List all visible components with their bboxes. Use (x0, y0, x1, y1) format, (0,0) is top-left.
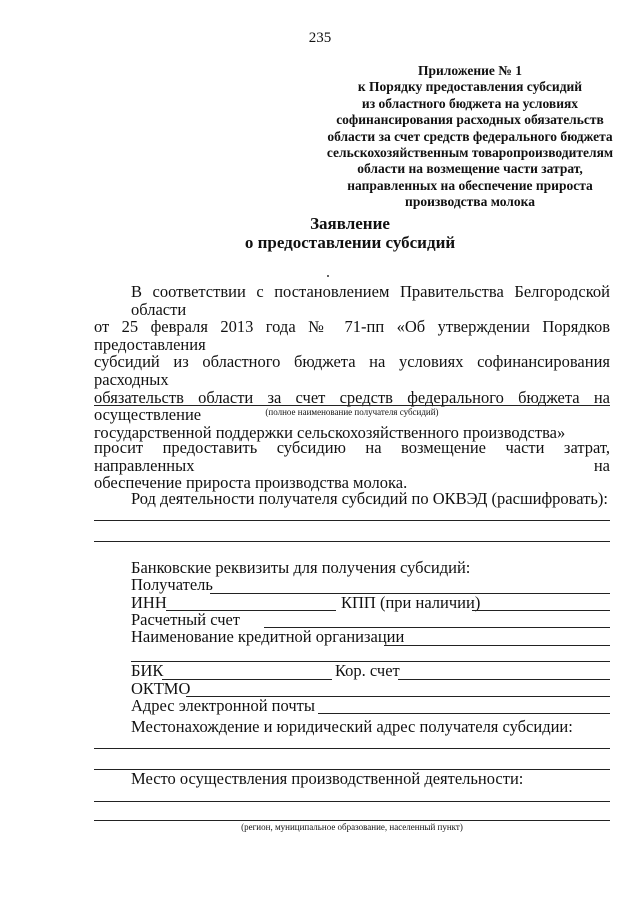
appendix-line: софинансирования расходных обязательств (336, 112, 604, 128)
title-line-2: о предоставлении субсидий (244, 233, 456, 252)
appendix-line: к Порядку предоставления субсидий (357, 79, 583, 95)
appendix-line: из областного бюджета на условиях (361, 95, 579, 111)
corr-account-field[interactable] (398, 679, 610, 680)
account-label: Расчетный счет (131, 610, 241, 629)
intro-line: государственной поддержки сельскохозяйственного производства» (94, 422, 566, 442)
recipient-label: Получатель (131, 575, 213, 594)
email-label: Адрес электронной почты (131, 696, 315, 715)
intro-line: обязательств области за счет средств федерального бюджета на осуществление (94, 387, 610, 425)
address-label: Местонахождение и юридический адрес получателя субсидии: (131, 717, 573, 736)
appendix-line: области за счет средств федерального бюджета (327, 128, 613, 144)
page-number: 235 (308, 30, 332, 46)
appendix-header (300, 63, 640, 211)
bik-label: БИК (131, 661, 164, 680)
okved-line-2[interactable] (94, 541, 610, 542)
kpp-field[interactable] (472, 610, 610, 611)
okved-line-1[interactable] (94, 520, 610, 521)
kpp-label: КПП (при наличии) (341, 593, 481, 612)
appendix-line: области на возмещение части затрат, (357, 161, 583, 177)
okved-label: Род деятельности получателя субсидий по ОКВЭД (расшифровать): (131, 489, 608, 508)
appendix-line: направленных на обеспечение прироста (347, 177, 593, 193)
production-place-label: Место осуществления производственной деятельности: (131, 769, 524, 788)
appendix-line: Приложение № 1 (418, 63, 522, 78)
bank-heading: Банковские реквизиты для получения субсидий: (131, 558, 471, 577)
intro-line: субсидий из областного бюджета на условиях софинансирования расходных (94, 352, 610, 389)
request-paragraph (94, 439, 610, 492)
email-field[interactable] (318, 713, 610, 714)
oktmo-label: ОКТМО (131, 679, 191, 698)
credit-org-label: Наименование кредитной организации (131, 627, 405, 646)
production-place-line-1[interactable] (94, 801, 610, 802)
production-place-line-2[interactable] (94, 820, 610, 821)
credit-org-field[interactable] (384, 645, 610, 646)
appendix-line: производства молока (405, 194, 535, 210)
appendix-line: сельскохозяйственным товаропроизводителям (326, 145, 614, 161)
request-line: обеспечение прироста производства молока. (94, 473, 408, 493)
inn-label: ИНН (131, 593, 167, 612)
corr-account-label: Кор. счет (335, 661, 400, 680)
title-line-1: Заявление (310, 214, 390, 233)
intro-paragraph (94, 283, 610, 441)
request-line: просит предоставить субсидию на возмещение части затрат, направленных на (94, 438, 610, 475)
recipient-name-line[interactable] (94, 405, 610, 406)
intro-line: В соответствии с постановлением Правительства Белгородской области (131, 282, 610, 319)
document-title (0, 214, 640, 252)
address-line-1[interactable] (94, 748, 610, 749)
recipient-caption: (полное наименование получателя субсидий) (265, 407, 439, 417)
intro-line: от 25 февраля 2013 года № 71-пп «Об утверждении Порядков предоставления (94, 317, 610, 354)
stray-dot (327, 275, 329, 277)
region-caption: (регион, муниципальное образование, населенный пункт) (241, 822, 463, 832)
